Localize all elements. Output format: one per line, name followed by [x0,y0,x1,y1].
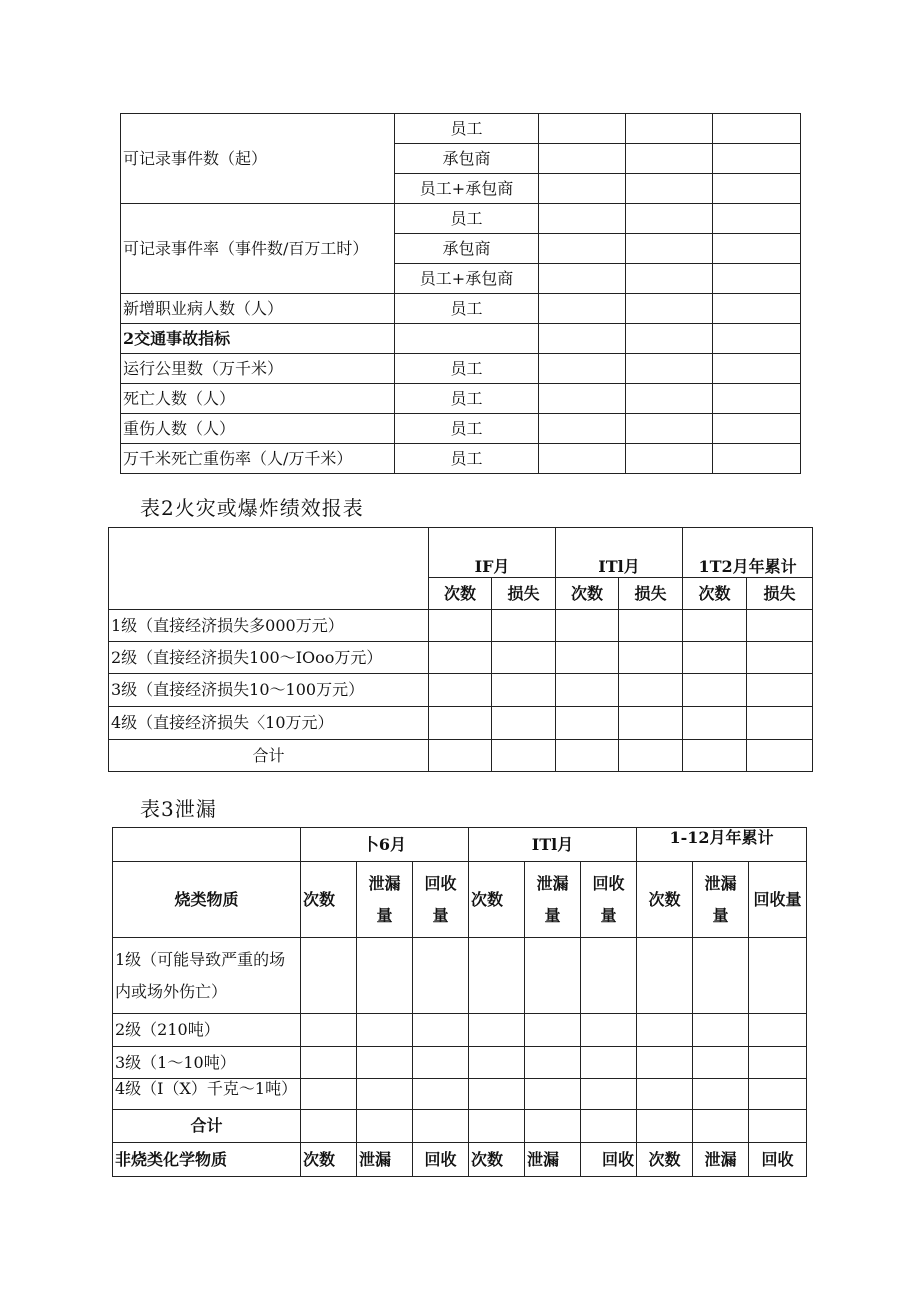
data-cell[interactable] [713,174,801,204]
header-period-3: 1-12月年累计 [637,828,807,862]
data-cell[interactable] [492,674,556,707]
data-cell[interactable] [626,204,713,234]
data-cell[interactable] [693,938,749,1014]
data-cell[interactable] [713,354,801,384]
data-cell[interactable] [525,938,581,1014]
data-cell[interactable] [683,707,747,740]
data-cell[interactable] [747,674,813,707]
header-period-2: ITl月 [556,528,683,578]
data-cell[interactable] [556,674,619,707]
data-cell[interactable] [713,384,801,414]
data-cell[interactable] [301,1110,357,1143]
data-cell[interactable] [749,1079,807,1110]
data-cell[interactable] [556,707,619,740]
data-cell[interactable] [749,1014,807,1047]
data-cell[interactable] [619,740,683,772]
table3-caption: 表3泄漏 [140,797,217,821]
data-cell[interactable] [492,642,556,674]
data-cell[interactable] [301,1047,357,1079]
cell-employee: 员工 [395,294,539,324]
data-cell[interactable] [581,1014,637,1047]
data-cell[interactable] [539,144,626,174]
data-cell[interactable] [713,204,801,234]
data-cell[interactable] [581,1047,637,1079]
subheader-leak: 泄漏 [357,1143,413,1177]
cell-employee: 员工 [395,354,539,384]
data-cell[interactable] [539,264,626,294]
subheader-count: 次数 [556,578,619,610]
data-cell[interactable] [556,642,619,674]
subheader-recovery-volume [413,862,469,938]
data-cell[interactable] [637,1047,693,1079]
data-cell[interactable] [747,707,813,740]
row-label-recordable-count: 可记录事件数（起） [121,114,395,204]
cell-employee-contractor: 员工+承包商 [395,264,539,294]
subheader-leak-volume [693,862,749,938]
data-cell[interactable] [749,1047,807,1079]
data-cell[interactable] [581,938,637,1014]
cell-employee: 员工 [395,414,539,444]
data-cell[interactable] [619,674,683,707]
cell-employee: 员工 [395,384,539,414]
cell-employee: 员工 [395,114,539,144]
data-cell[interactable] [357,1110,413,1143]
fire-explosion-table [108,527,813,772]
data-cell[interactable] [683,740,747,772]
recover-line-1: 回收 [424,873,457,893]
data-cell[interactable] [749,938,807,1014]
row-label-deaths: 死亡人数（人） [121,384,395,414]
table2-caption: 表2火灾或爆炸绩效报表 [140,496,364,520]
data-cell[interactable] [525,1079,581,1110]
subheader-loss: 损失 [747,578,813,610]
data-cell[interactable] [539,414,626,444]
header-blank [113,828,301,862]
leak-level-2: 2级（210吨） [113,1014,301,1047]
subheader-count: 次数 [637,862,693,938]
data-cell[interactable] [713,234,801,264]
data-cell[interactable] [693,1079,749,1110]
data-cell[interactable] [626,234,713,264]
subheader-loss: 损失 [619,578,683,610]
header-period-1: IF月 [429,528,556,578]
incident-metrics-table [120,113,801,474]
data-cell[interactable] [539,324,626,354]
cell-employee-contractor: 员工+承包商 [395,174,539,204]
data-cell[interactable] [525,1047,581,1079]
data-cell[interactable] [626,264,713,294]
row-label-serious-injuries: 重伤人数（人） [121,414,395,444]
leak-level-4: 4级（I（X）千克～1吨） [113,1079,301,1110]
cell-employee: 员工 [395,204,539,234]
data-cell[interactable] [301,938,357,1014]
data-cell[interactable] [539,114,626,144]
header-period-3: 1T2月年累计 [683,528,813,578]
data-cell[interactable] [413,1110,469,1143]
subheader-leak: 泄漏 [525,1143,581,1177]
leak-level-3: 3级（1～10吨） [113,1047,301,1079]
subheader-recovery-volume [581,862,637,938]
data-cell[interactable] [357,1079,413,1110]
cell-contractor: 承包商 [395,234,539,264]
data-cell[interactable] [539,204,626,234]
fire-level-1: 1级（直接经济损失多000万元） [109,610,429,642]
data-cell[interactable] [525,1110,581,1143]
row-label-recordable-rate: 可记录事件率（事件数/百万工时） [121,204,395,294]
leak-line-2: 量 [712,905,729,925]
data-cell[interactable] [637,1014,693,1047]
data-cell[interactable] [413,1079,469,1110]
data-cell[interactable] [626,444,713,474]
data-cell[interactable] [626,354,713,384]
data-cell[interactable] [637,1079,693,1110]
data-cell[interactable] [581,1079,637,1110]
data-cell[interactable] [693,1014,749,1047]
header-period-2: ITl月 [469,828,637,862]
data-cell[interactable] [469,1079,525,1110]
subheader-leak: 泄漏 [693,1143,749,1177]
row-label-rate-per-10k-km: 万千米死亡重伤率（人/万千米） [121,444,395,474]
leak-level-1: 1级（可能导致严重的场内或场外伤亡） [113,938,301,1014]
subheader-count: 次数 [469,862,525,938]
fire-level-2: 2级（直接经济损失100～IOoo万元） [109,642,429,674]
data-cell[interactable] [713,294,801,324]
data-cell[interactable] [429,674,492,707]
data-cell[interactable] [749,1110,807,1143]
data-cell[interactable] [713,324,801,354]
data-cell[interactable] [713,114,801,144]
subheader-recover: 回收 [749,1143,807,1177]
subheader-leak-volume [525,862,581,938]
leak-line-1: 泄漏 [536,873,569,893]
subheader-count: 次数 [301,862,357,938]
data-cell[interactable] [413,1047,469,1079]
subheader-loss: 损失 [492,578,556,610]
subheader-recover: 回收 [413,1143,469,1177]
subheader-count: 次数 [469,1143,525,1177]
data-cell[interactable] [747,610,813,642]
data-cell[interactable] [413,1014,469,1047]
recover-line-2: 量 [600,905,617,925]
data-cell[interactable] [301,1014,357,1047]
subheader-count: 次数 [301,1143,357,1177]
data-cell[interactable] [683,642,747,674]
leak-line-1: 泄漏 [704,873,737,893]
data-cell[interactable] [539,174,626,204]
row-label-occupational-disease: 新增职业病人数（人） [121,294,395,324]
data-cell[interactable] [713,444,801,474]
data-cell[interactable] [469,938,525,1014]
hydrocarbon-label: 烧类物质 [113,862,301,938]
data-cell[interactable] [713,414,801,444]
header-blank [109,528,429,610]
non-hydrocarbon-label: 非烧类化学物质 [113,1143,301,1177]
data-cell[interactable] [693,1110,749,1143]
data-cell[interactable] [619,642,683,674]
data-cell[interactable] [626,414,713,444]
data-cell[interactable] [539,384,626,414]
subheader-recover: 回收 [581,1143,637,1177]
data-cell[interactable] [429,610,492,642]
data-cell[interactable] [539,294,626,324]
data-cell[interactable] [637,1110,693,1143]
data-cell[interactable] [357,1014,413,1047]
cell-employee: 员工 [395,444,539,474]
data-cell[interactable] [539,234,626,264]
data-cell[interactable] [556,610,619,642]
fire-level-3: 3级（直接经济损失10～100万元） [109,674,429,707]
data-cell[interactable] [469,1014,525,1047]
data-cell[interactable] [492,707,556,740]
subheader-count: 次数 [683,578,747,610]
data-cell[interactable] [413,938,469,1014]
data-cell[interactable] [626,174,713,204]
data-cell[interactable] [747,642,813,674]
subheader-leak-volume [357,862,413,938]
data-cell[interactable] [626,144,713,174]
data-cell[interactable] [683,610,747,642]
data-cell[interactable] [626,384,713,414]
data-cell[interactable] [713,144,801,174]
fire-total-label: 合计 [109,740,429,772]
data-cell[interactable] [693,1047,749,1079]
data-cell[interactable] [492,740,556,772]
fire-level-4: 4级（直接经济损失〈10万元） [109,707,429,740]
data-cell[interactable] [539,354,626,384]
data-cell[interactable] [492,610,556,642]
section-traffic-accidents: 2交通事故指标 [121,324,395,354]
subheader-count: 次数 [429,578,492,610]
data-cell[interactable] [357,938,413,1014]
data-cell[interactable] [626,324,713,354]
data-cell[interactable] [637,938,693,1014]
data-cell[interactable] [357,1047,413,1079]
leak-total-label: 合计 [113,1110,301,1143]
data-cell[interactable] [683,674,747,707]
data-cell[interactable] [619,707,683,740]
data-cell[interactable] [539,444,626,474]
data-cell[interactable] [747,740,813,772]
data-cell[interactable] [395,324,539,354]
subheader-recovery-volume: 回收量 [749,862,807,938]
leak-line-2: 量 [544,905,561,925]
leak-line-1: 泄漏 [368,873,401,893]
header-period-1: 卜6月 [301,828,469,862]
data-cell[interactable] [525,1014,581,1047]
data-cell[interactable] [301,1079,357,1110]
cell-contractor: 承包商 [395,144,539,174]
data-cell[interactable] [469,1110,525,1143]
data-cell[interactable] [429,740,492,772]
data-cell[interactable] [429,707,492,740]
data-cell[interactable] [713,264,801,294]
recover-line-1: 回收 [592,873,625,893]
data-cell[interactable] [619,610,683,642]
leak-line-2: 量 [376,905,393,925]
recover-line-2: 量 [432,905,449,925]
leak-table [112,827,807,1177]
data-cell[interactable] [581,1110,637,1143]
data-cell[interactable] [556,740,619,772]
data-cell[interactable] [429,642,492,674]
data-cell[interactable] [626,114,713,144]
row-label-mileage: 运行公里数（万千米） [121,354,395,384]
subheader-count: 次数 [637,1143,693,1177]
data-cell[interactable] [626,294,713,324]
data-cell[interactable] [469,1047,525,1079]
